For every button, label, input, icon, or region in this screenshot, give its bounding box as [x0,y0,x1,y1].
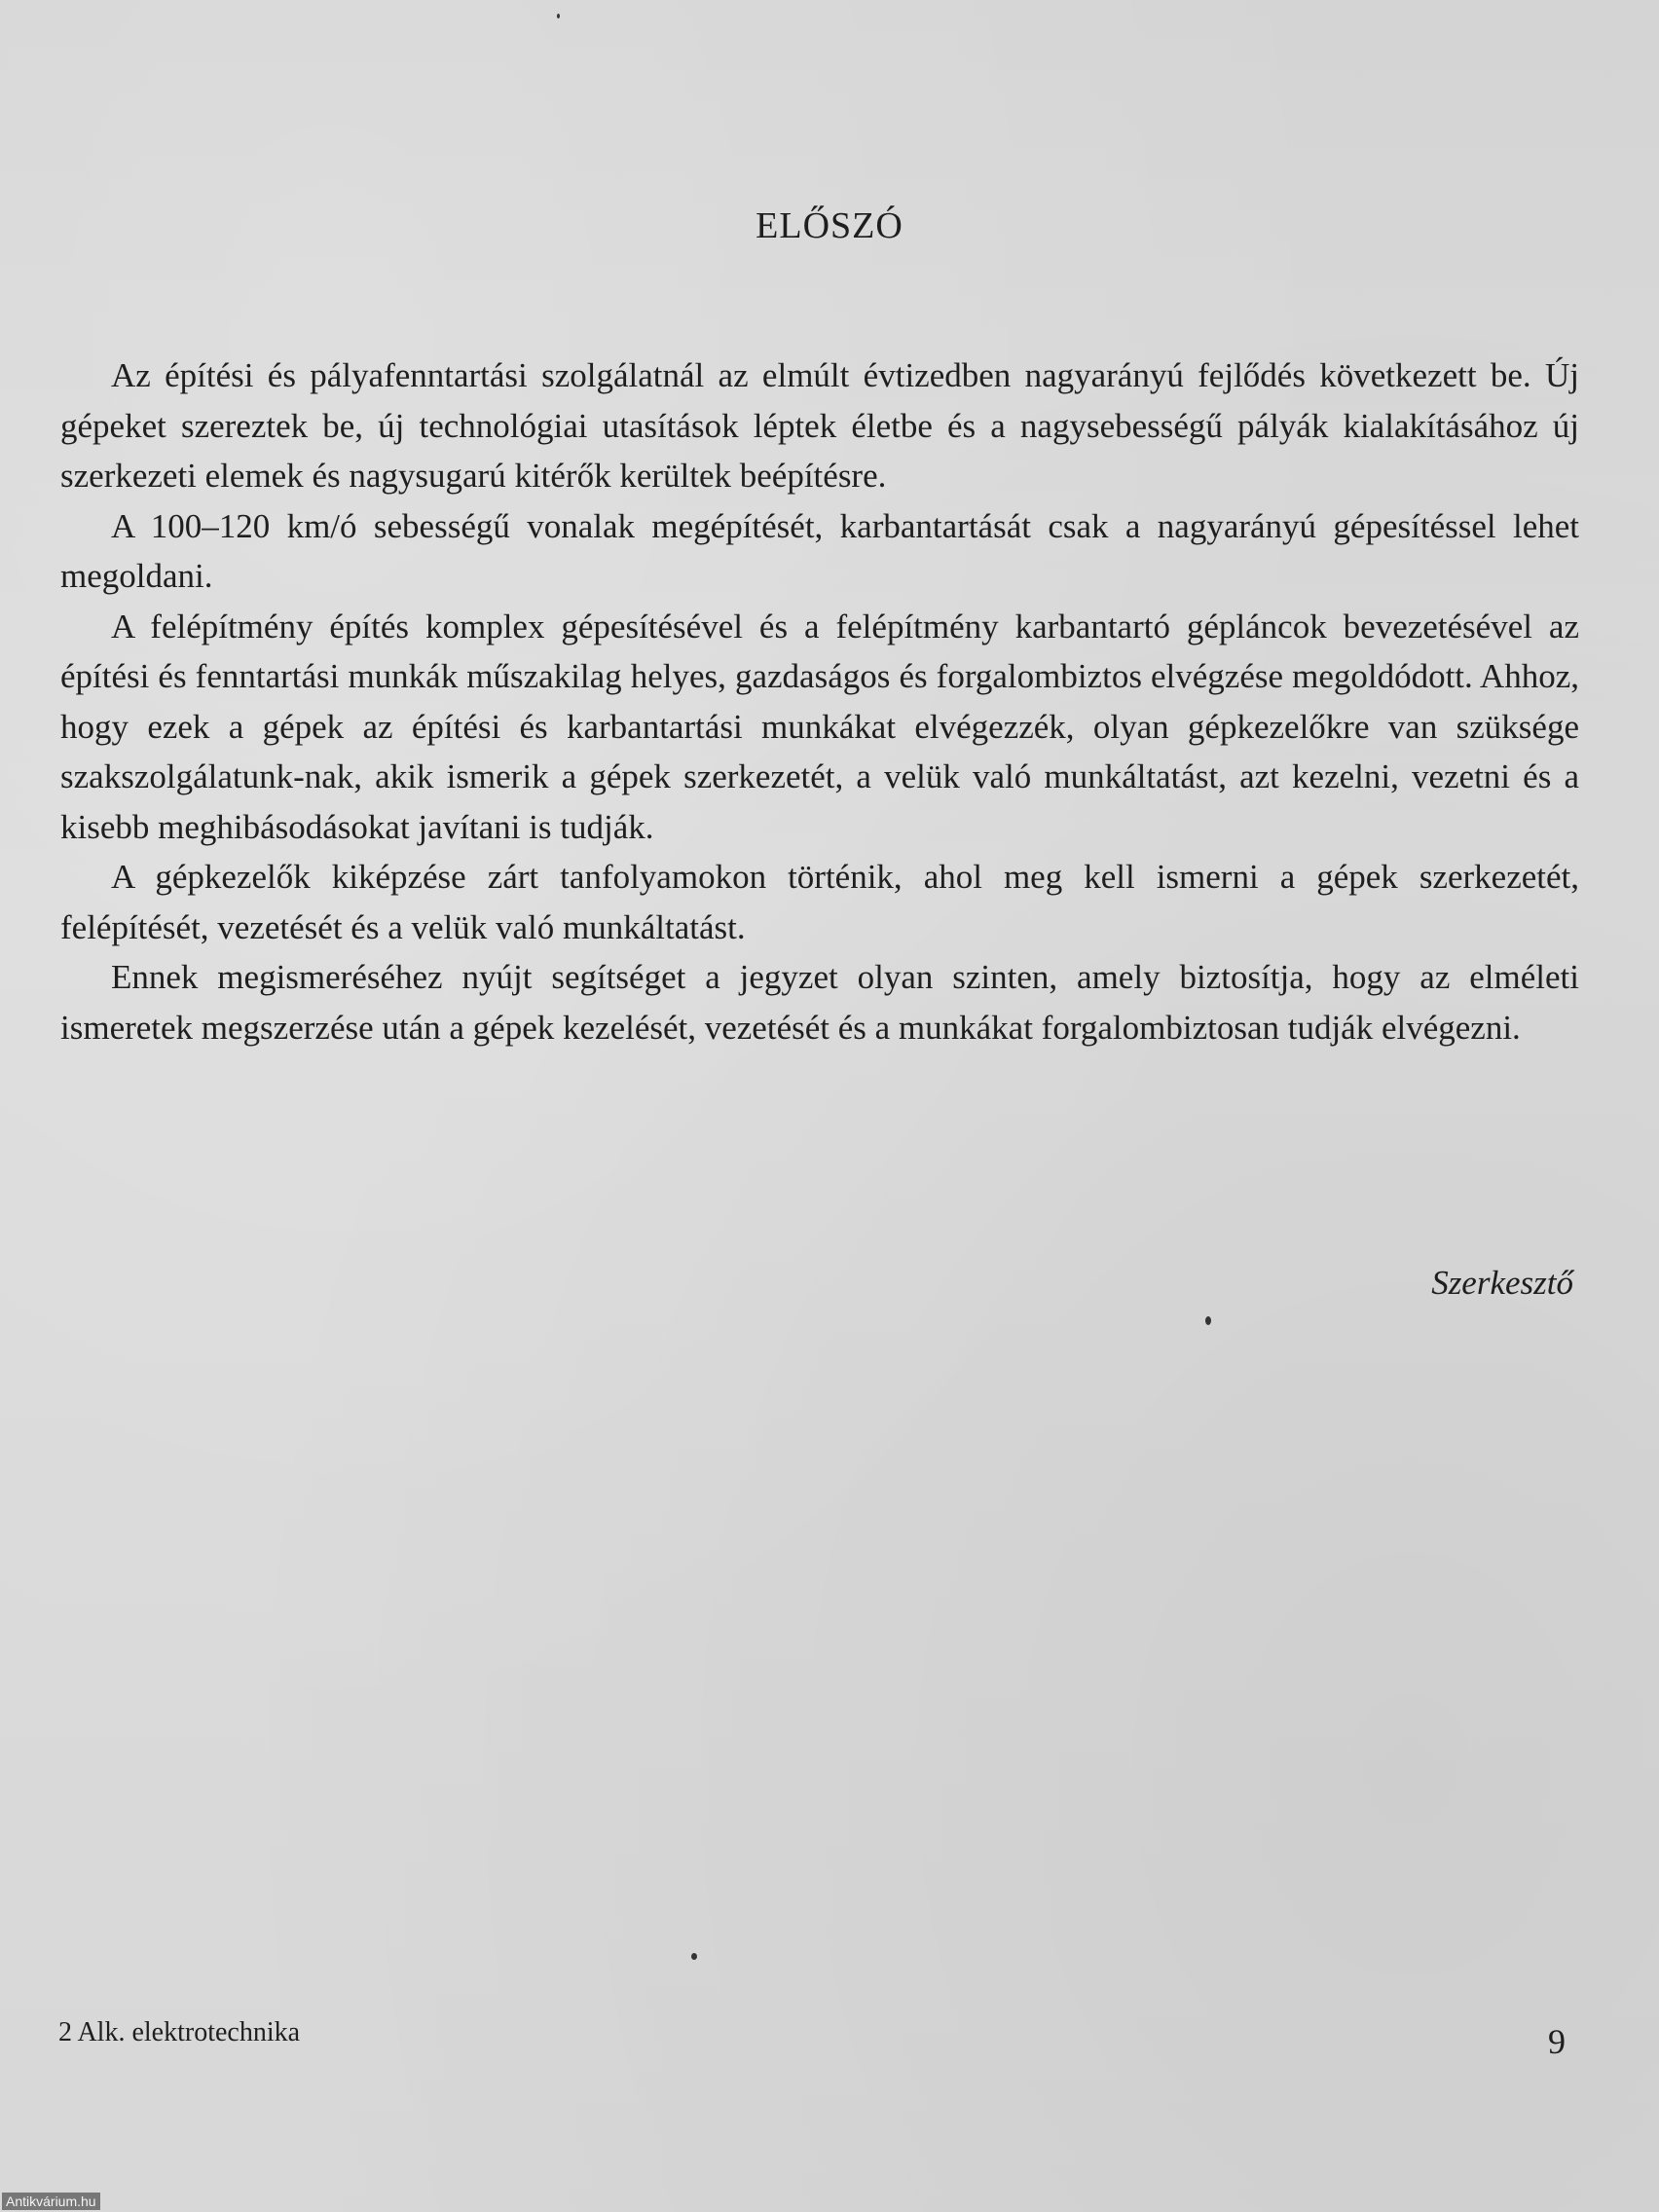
paper-speck [557,14,560,18]
paragraph-3: A felépítmény építés komplex gépesítésével és a felépítmény karbantartó gépláncok bevezetésével az építési és fenntartási munkák műszakilag helyes, gazdaságos és forgalombiztos elvégzése megoldódott. Ahhoz, hogy ezek a gépek az építési és karbantartási munkákat elvégezzék, olyan gépkezelőkre van szüksége szakszolgálatunk-nak, akik ismerik a gépek szerkezetét, a velük való munkáltatást, azt kezelni, vezetni és a kisebb meghibásodásokat javítani is tudják. [60,607,1579,846]
paper-speck [1205,1316,1211,1325]
paragraph-5: Ennek megismeréséhez nyújt segítséget a jegyzet olyan szinten, amely biztosítja, hogy az elméleti ismeretek megszerzése után a gépek kezelését, vezetését és a munkákat forgalombiztosan tudják elvégezni. [60,958,1579,1047]
signature: Szerkesztő [1431,1264,1573,1302]
paragraph-2: A 100–120 km/ó sebességű vonalak megépítését, karbantartását csak a nagyarányú gépesítéssel lehet megoldani. [60,506,1579,595]
page-title: ELŐSZÓ [756,205,903,246]
body-text [60,350,1579,1052]
paper-speck [691,1953,697,1960]
paragraph-1: Az építési és pályafenntartási szolgálatnál az elmúlt évtizedben nagyarányú fejlődés következett be. Új gépeket szereztek be, új technológiai utasítások léptek életbe és a nagysebességű pályák kialakításához új szerkezeti elemek és nagysugarú kitérők kerültek beépítésre. [60,356,1579,495]
paragraph-4: A gépkezelők kiképzése zárt tanfolyamokon történik, ahol meg kell ismerni a gépek szerkezetét, felépítését, vezetését és a velük való munkáltatást. [60,858,1579,946]
page-number: 9 [1548,2022,1566,2061]
footer-signature-mark: 2 Alk. elektrotechnika [58,2017,301,2047]
watermark: Antikvárium.hu [2,2193,100,2210]
